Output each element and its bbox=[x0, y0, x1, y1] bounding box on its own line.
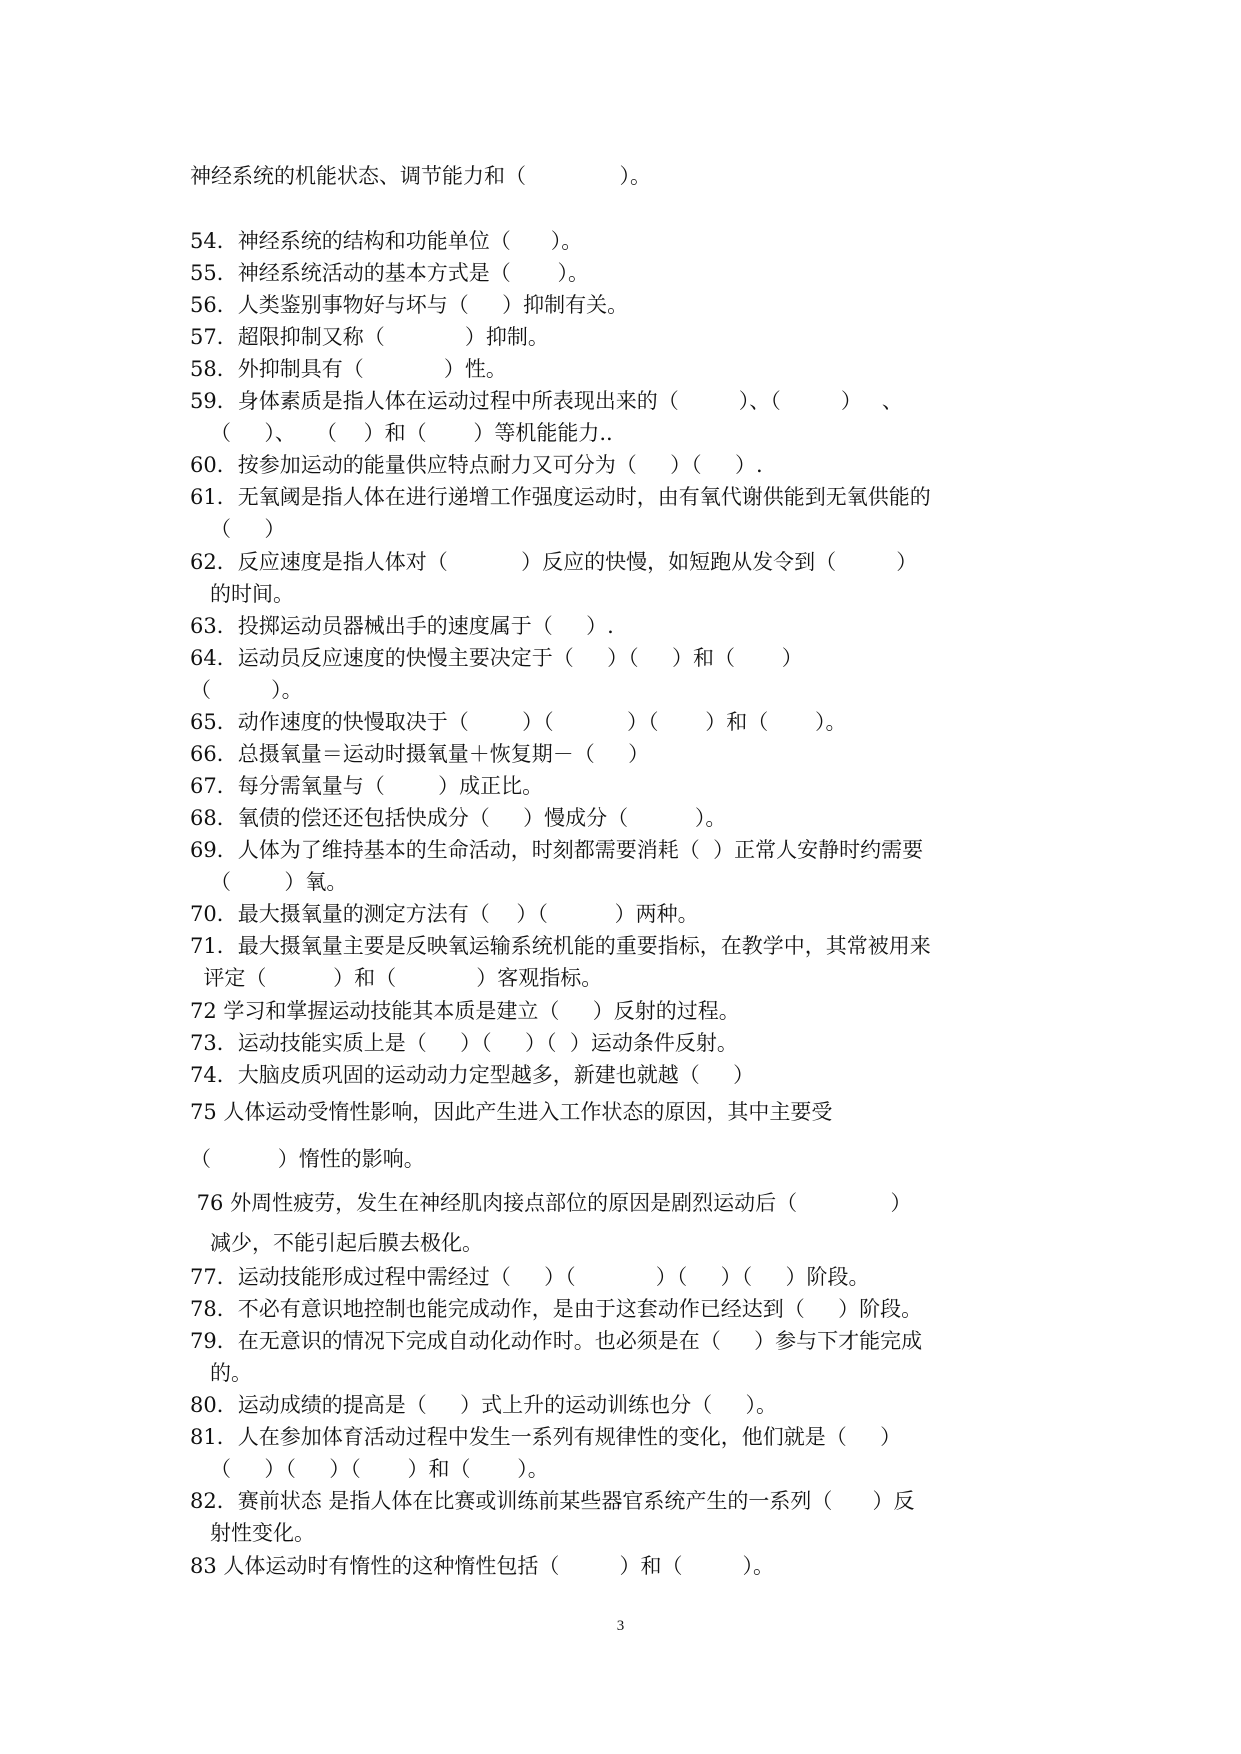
question-61-cont: （ ） bbox=[190, 517, 286, 541]
question-76: 76 外周性疲劳，发生在神经肌肉接点部位的原因是剧烈运动后（ ） bbox=[190, 1191, 912, 1215]
question-83: 83 人体运动时有惰性的这种惰性包括（ ）和（ ）。 bbox=[190, 1554, 775, 1578]
question-64: 64．运动员反应速度的快慢主要决定于（ ）（ ）和（ ） bbox=[190, 646, 803, 670]
question-81: 81．人在参加体育活动过程中发生一系列有规律性的变化，他们就是（ ） bbox=[190, 1425, 902, 1449]
question-77: 77．运动技能形成过程中需经过（ ）（ ）（ ）（ ）阶段。 bbox=[190, 1265, 870, 1289]
question-64-cont: （ ）。 bbox=[190, 678, 303, 702]
question-78: 78．不必有意识地控制也能完成动作，是由于这套动作已经达到（ ）阶段。 bbox=[190, 1297, 923, 1321]
question-57: 57．超限抑制又称（ ）抑制。 bbox=[190, 325, 549, 349]
question-80: 80．运动成绩的提高是（ ）式上升的运动训练也分（ ）。 bbox=[190, 1393, 777, 1417]
question-82-cont: 射性变化。 bbox=[190, 1521, 316, 1545]
question-70: 70．最大摄氧量的测定方法有（ ）（ ）两种。 bbox=[190, 902, 699, 926]
question-71: 71．最大摄氧量主要是反映氧运输系统机能的重要指标，在教学中，其常被用来 bbox=[190, 934, 931, 958]
question-69-cont: （ ）氧。 bbox=[190, 870, 348, 894]
question-75-cont: （ ）惰性的影响。 bbox=[190, 1147, 425, 1171]
question-81-cont: （ ）（ ）（ ）和（ ）。 bbox=[190, 1457, 549, 1481]
page-number: 3 bbox=[616, 1618, 625, 1634]
question-59: 59．身体素质是指人体在运动过程中所表现出来的（ ）、（ ） 、 bbox=[190, 389, 903, 413]
question-72: 72 学习和掌握运动技能其本质是建立（ ）反射的过程。 bbox=[190, 999, 740, 1023]
question-59-cont: （ ）、 （ ）和（ ）等机能能力.. bbox=[190, 421, 613, 445]
question-65: 65．动作速度的快慢取决于（ ）（ ）（ ）和（ ）。 bbox=[190, 710, 847, 734]
question-76-cont: 减少，不能引起后膜去极化。 bbox=[190, 1231, 484, 1255]
question-82: 82．赛前状态 是指人体在比赛或训练前某些器官系统产生的一系列（ ）反 bbox=[190, 1489, 915, 1513]
question-67: 67．每分需氧量与（ ）成正比。 bbox=[190, 774, 544, 798]
question-79-cont: 的。 bbox=[190, 1361, 253, 1385]
question-61: 61．无氧阈是指人体在进行递增工作强度运动时，由有氧代谢供能到无氧供能的 bbox=[190, 485, 931, 509]
question-62: 62．反应速度是指人体对（ ）反应的快慢，如短跑从发令到（ ） bbox=[190, 550, 918, 574]
question-63: 63．投掷运动员器械出手的速度属于（ ）. bbox=[190, 614, 614, 638]
question-73: 73．运动技能实质上是（ ）（ ）（ ）运动条件反射。 bbox=[190, 1031, 738, 1055]
question-56: 56．人类鉴别事物好与坏与（ ）抑制有关。 bbox=[190, 293, 629, 317]
question-60: 60．按参加运动的能量供应特点耐力又可分为（ ）（ ）. bbox=[190, 453, 763, 477]
question-54: 54．神经系统的结构和功能单位（ ）。 bbox=[190, 229, 583, 253]
question-66: 66．总摄氧量＝运动时摄氧量＋恢复期－（ ） bbox=[190, 742, 650, 766]
question-62-cont: 的时间。 bbox=[190, 582, 295, 606]
question-55: 55．神经系统活动的基本方式是（ ）。 bbox=[190, 261, 589, 285]
question-79: 79．在无意识的情况下完成自动化动作时。也必须是在（ ）参与下才能完成 bbox=[190, 1329, 923, 1353]
question-71-cont: 评定（ ）和（ ）客观指标。 bbox=[190, 966, 603, 990]
question-69: 69．人体为了维持基本的生命活动，时刻都需要消耗（ ）正常人安静时约需要 bbox=[190, 838, 924, 862]
text-line: 神经系统的机能状态、调节能力和（ ）。 bbox=[190, 164, 651, 188]
question-58: 58．外抑制具有（ ）性。 bbox=[190, 357, 507, 381]
question-75: 75 人体运动受惰性影响，因此产生进入工作状态的原因，其中主要受 bbox=[190, 1100, 833, 1124]
question-68: 68．氧债的偿还还包括快成分（ ）慢成分（ ）。 bbox=[190, 806, 727, 830]
question-74: 74．大脑皮质巩固的运动动力定型越多，新建也就越（ ） bbox=[190, 1063, 755, 1087]
